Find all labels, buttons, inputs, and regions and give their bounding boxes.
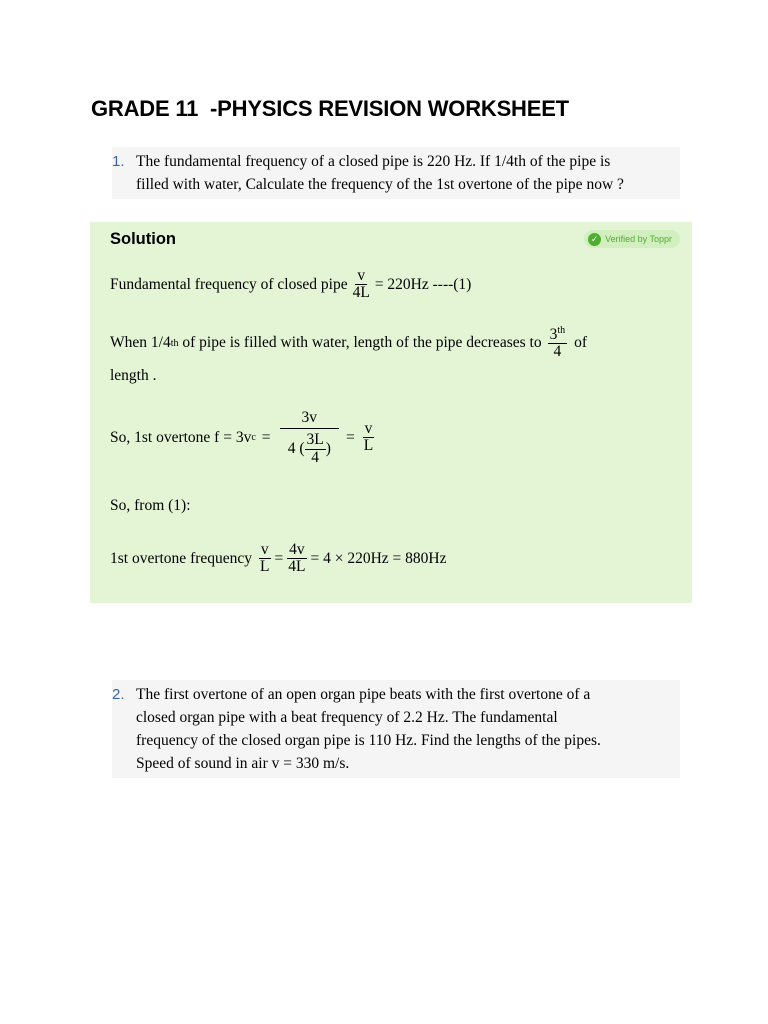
question-text-line: Speed of sound in air v = 330 m/s. — [136, 755, 350, 772]
solution-text: When 1/4 — [110, 334, 171, 352]
numerator: v — [260, 541, 269, 558]
denominator: 4 ( $\frac{3L}{4}$ ) — [287, 431, 331, 466]
numerator: 3v — [280, 410, 340, 429]
denominator: L — [260, 558, 270, 576]
numerator: v — [364, 420, 373, 438]
solution-line-5 — [110, 542, 446, 576]
superscript: th — [170, 337, 179, 349]
fraction — [286, 542, 307, 576]
fraction — [258, 542, 271, 576]
question-number: 2. — [112, 686, 125, 703]
equals-sign: = — [261, 428, 271, 446]
solution-text: So, from (1): — [110, 497, 191, 514]
numerator: 4v — [289, 541, 305, 558]
fraction — [362, 421, 375, 455]
denominator: L — [363, 437, 374, 455]
question-text-line: closed organ pipe with a beat frequency of 2.2 Hz. The fundamental — [136, 709, 558, 726]
numerator: 3 — [549, 326, 558, 344]
solution-text: Fundamental frequency of closed pipe — [110, 275, 348, 293]
equals-sign: = — [274, 549, 284, 567]
denominator: 4L — [352, 284, 370, 302]
denominator: 4 — [553, 343, 562, 361]
question-2 — [112, 680, 680, 778]
worksheet-title: GRADE 11 -PHYSICS REVISION WORKSHEET — [91, 96, 569, 121]
solution-box — [90, 222, 692, 603]
solution-line-2b — [110, 367, 157, 385]
fraction — [548, 326, 568, 361]
verified-badge — [584, 230, 680, 248]
solution-text: = 220Hz ----(1) — [374, 275, 472, 293]
solution-line-3 — [110, 410, 378, 466]
solution-text: of pipe is filled with water, length of the pipe decreases to — [178, 334, 542, 352]
question-number: 1. — [112, 153, 125, 170]
numerator: v — [357, 267, 366, 284]
verified-label: Verified by Toppr — [605, 234, 672, 244]
solution-line-2 — [110, 326, 587, 361]
equals-sign: = — [346, 428, 355, 446]
solution-text: = 4 × 220Hz = 880Hz — [310, 549, 447, 567]
solution-text: 1st overtone frequency — [110, 549, 253, 567]
solution-text: of — [574, 334, 588, 352]
solution-heading: Solution — [110, 230, 176, 248]
check-shield-icon: ✓ — [588, 233, 601, 246]
question-text-line: frequency of the closed organ pipe is 110 Hz. Find the lengths of the pipes. — [136, 732, 601, 749]
solution-line-4 — [110, 497, 191, 515]
fraction — [351, 268, 372, 302]
question-text-line: The fundamental frequency of a closed pipe is 220 Hz. If 1/4th of the pipe is — [136, 153, 611, 170]
inner-fraction: $\frac{3L}{4}$ — [306, 431, 324, 466]
fraction — [280, 410, 340, 466]
subscript: c — [251, 432, 256, 444]
solution-text: So, 1st overtone f = 3v — [110, 428, 252, 446]
solution-line-1 — [110, 268, 471, 302]
question-1 — [112, 147, 680, 199]
superscript: th — [557, 325, 566, 336]
question-text-line: filled with water, Calculate the frequency of the 1st overtone of the pipe now ? — [136, 176, 624, 193]
question-text-line: The first overtone of an open organ pipe beats with the first overtone of a — [136, 686, 591, 703]
solution-text: length . — [110, 367, 157, 384]
denominator: 4L — [288, 558, 306, 576]
